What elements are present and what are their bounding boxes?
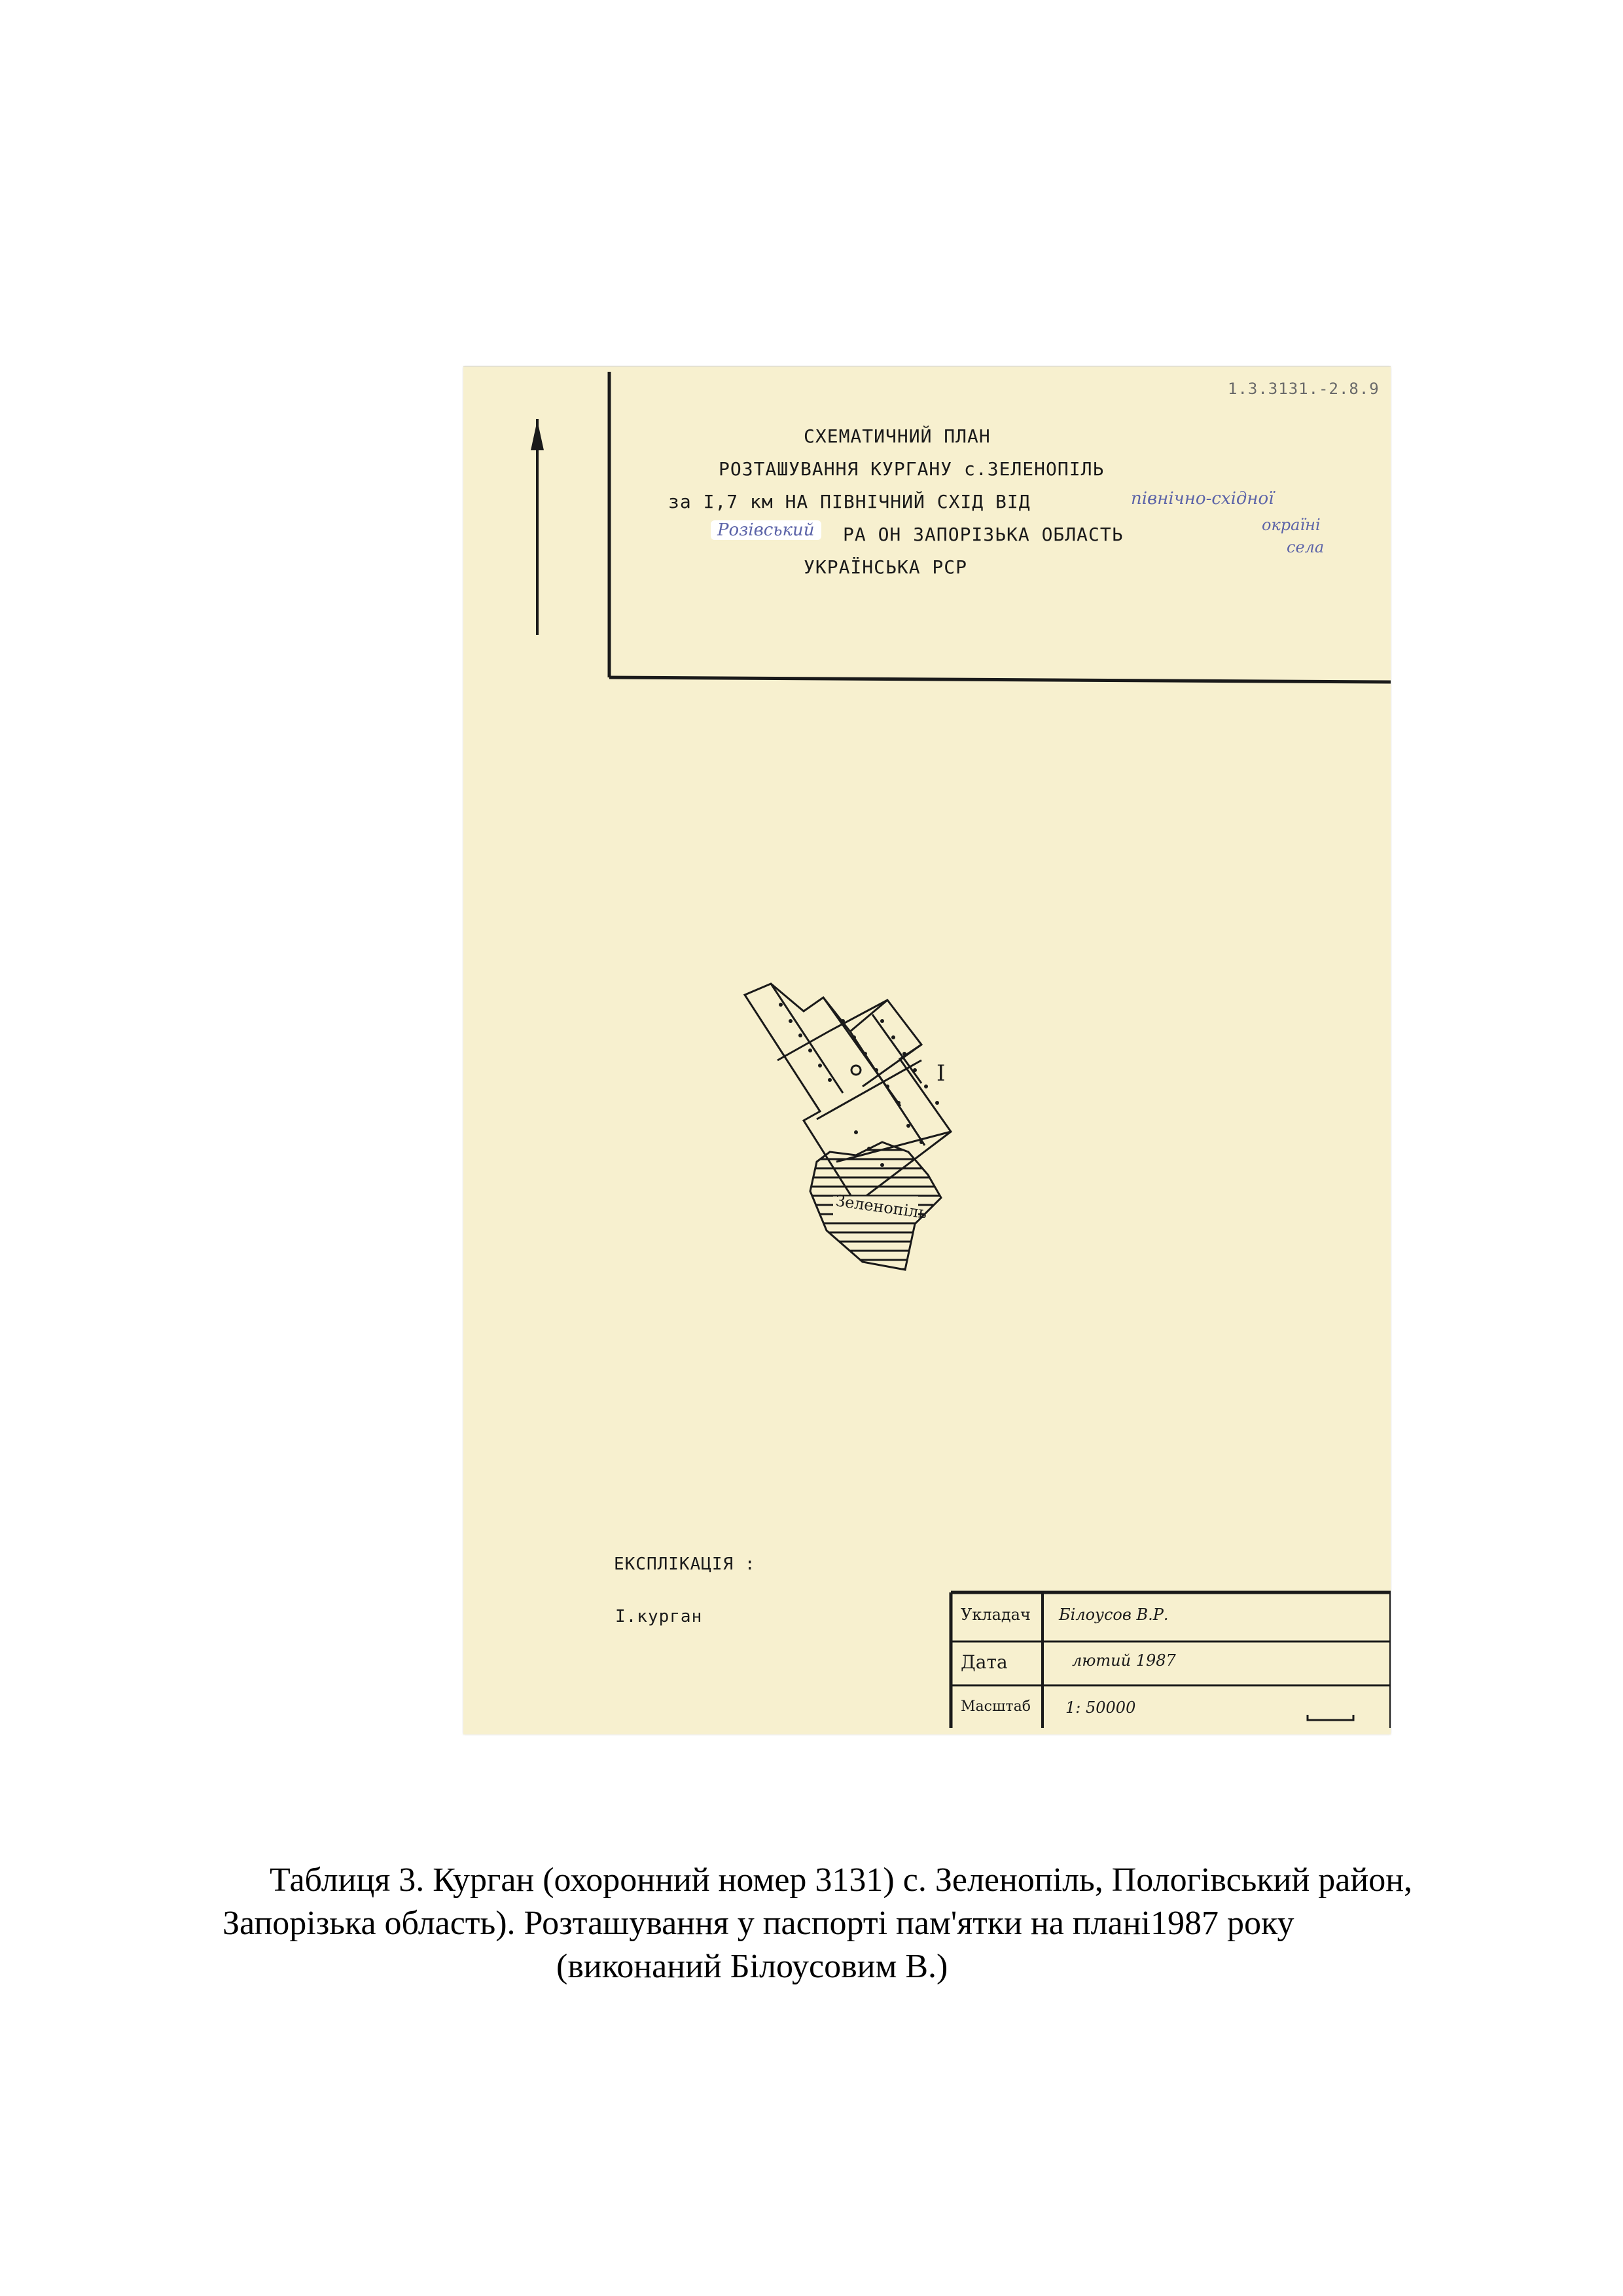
parcel-divider — [771, 984, 843, 1093]
scanned-plan-sheet — [463, 367, 1391, 1734]
parcel-divider — [817, 1060, 921, 1119]
archive-stamp-number: 1.3.3131.-2.8.9 — [1228, 380, 1380, 398]
title-box-bottom-border — [609, 677, 1391, 682]
plan-title-line-5: УКРАЇНСЬКА РСР — [804, 556, 968, 578]
handwritten-village-insert: села — [1287, 538, 1325, 556]
handwritten-direction-insert: північно-східної — [1131, 489, 1274, 509]
title-block-scale-label: Масштаб — [961, 1698, 1031, 1715]
plan-title-line-1: СХЕМАТИЧНИЙ ПЛАН — [804, 425, 991, 447]
title-block-compiler-value: Білоусов В.Р. — [1059, 1605, 1169, 1624]
title-block-date-label: Дата — [961, 1651, 1008, 1673]
plan-title-line-4: РА ОН ЗАПОРІЗЬКА ОБЛАСТЬ — [843, 524, 1124, 545]
title-block-date-value: лютий 1987 — [1072, 1651, 1176, 1670]
handwritten-edge-insert: окраїні — [1262, 516, 1321, 534]
north-arrow-icon — [531, 419, 544, 635]
caption-line-1: Таблиця 3. Курган (охоронний номер 3131) с. Зеленопіль, Пологівський район, — [270, 1861, 1413, 1899]
explication-item: І.курган — [615, 1607, 703, 1626]
figure-caption — [223, 1859, 1544, 1988]
caption-line-2: Запорізька область). Розташування у паспорті пам'ятки на плані1987 року — [223, 1905, 1294, 1942]
explication-heading: ЕКСПЛІКАЦІЯ : — [614, 1554, 756, 1574]
handwritten-district-insert: Розівський — [711, 520, 821, 540]
caption-line-3: (виконаний Білоусовим В.) — [556, 1948, 948, 1985]
mound-marker — [851, 1066, 861, 1075]
title-block-compiler-label: Укладач — [961, 1605, 1031, 1624]
plan-title-line-3: за І,7 км НА ПІВНІЧНИЙ СХІД ВІД — [668, 491, 1031, 512]
title-block-scale-value: 1: 50000 — [1065, 1698, 1136, 1717]
mound-label: І — [936, 1060, 946, 1086]
plan-title-line-2: РОЗТАШУВАННЯ КУРГАНУ с.ЗЕЛЕНОПІЛЬ — [719, 458, 1105, 480]
village-label: Зеленопіль — [834, 1191, 929, 1223]
parcel-divider — [777, 1031, 830, 1060]
